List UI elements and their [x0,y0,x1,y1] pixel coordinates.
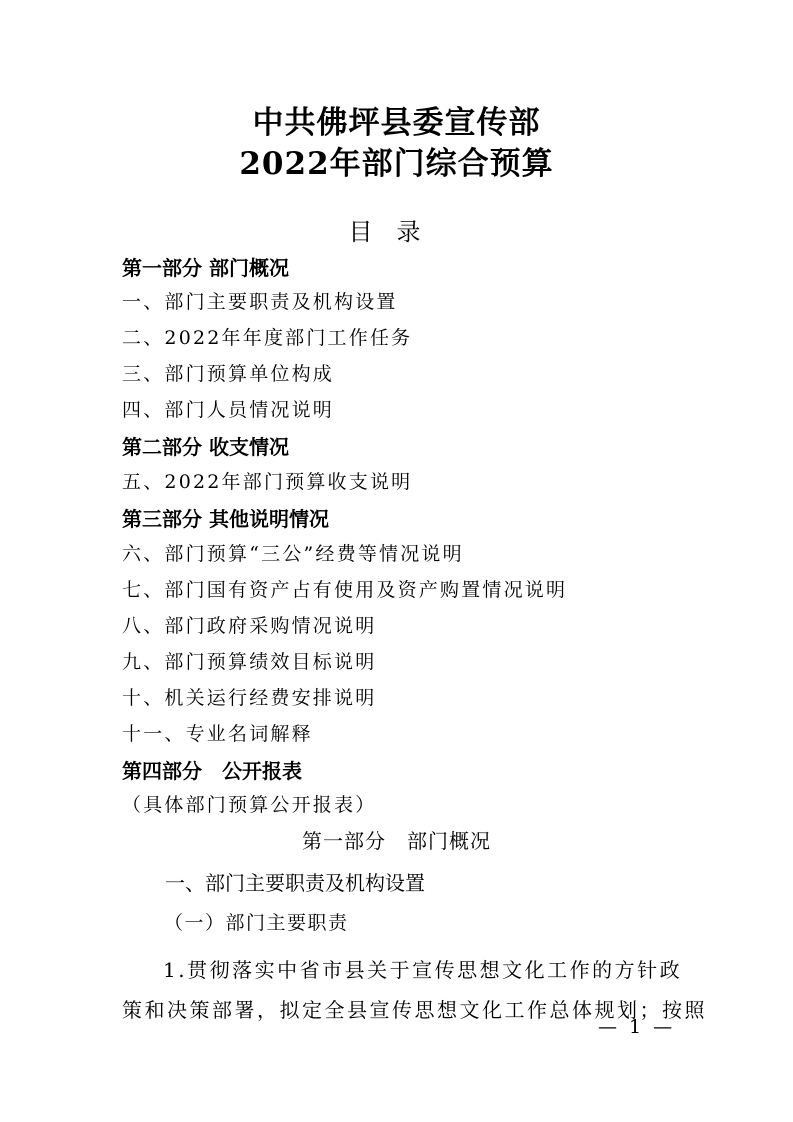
toc-item: 十、机关运行经费安排说明 [122,687,377,709]
paragraph-line: 策和决策部署，拟定全县宣传思想文化工作总体规划；按照 [122,998,707,1022]
toc-item: 九、部门预算绩效目标说明 [122,651,377,673]
toc-heading: 目录 [348,218,445,246]
heading-level-1: 一、部门主要职责及机构设置 [165,871,425,895]
paragraph-line: 1.贯彻落实中省市县关于宣传思想文化工作的方针政 [163,958,683,982]
toc-item: 八、部门政府采购情况说明 [122,615,377,637]
toc-item: 六、部门预算“三公”经费等情况说明 [122,543,464,565]
toc-item: 二、2022年年度部门工作任务 [122,327,413,349]
document-title-line2: 2022年部门综合预算 [239,146,554,182]
toc-item: 十一、专业名词解释 [122,723,313,745]
toc-note: （具体部门预算公开报表） [122,794,377,816]
toc-item: 四、部门人员情况说明 [122,399,335,421]
page-number: — 1 — [598,1016,676,1038]
toc-part-1: 第一部分 部门概况 [122,256,289,280]
toc-item: 五、2022年部门预算收支说明 [122,471,413,493]
heading-level-2: （一）部门主要职责 [164,912,349,934]
body-paragraph [122,950,707,1030]
document-title-line1: 中共佛坪县委宣传部 [252,105,541,141]
toc-part-3: 第三部分 其他说明情况 [122,507,329,531]
section-title: 第一部分 部门概况 [302,829,491,853]
toc-part-2: 第二部分 收支情况 [122,435,289,459]
toc-item: 一、部门主要职责及机构设置 [122,291,398,313]
toc-item: 三、部门预算单位构成 [122,363,335,385]
toc-part-4: 第四部分 公开报表 [122,759,302,783]
toc-item: 七、部门国有资产占有使用及资产购置情况说明 [122,579,568,601]
